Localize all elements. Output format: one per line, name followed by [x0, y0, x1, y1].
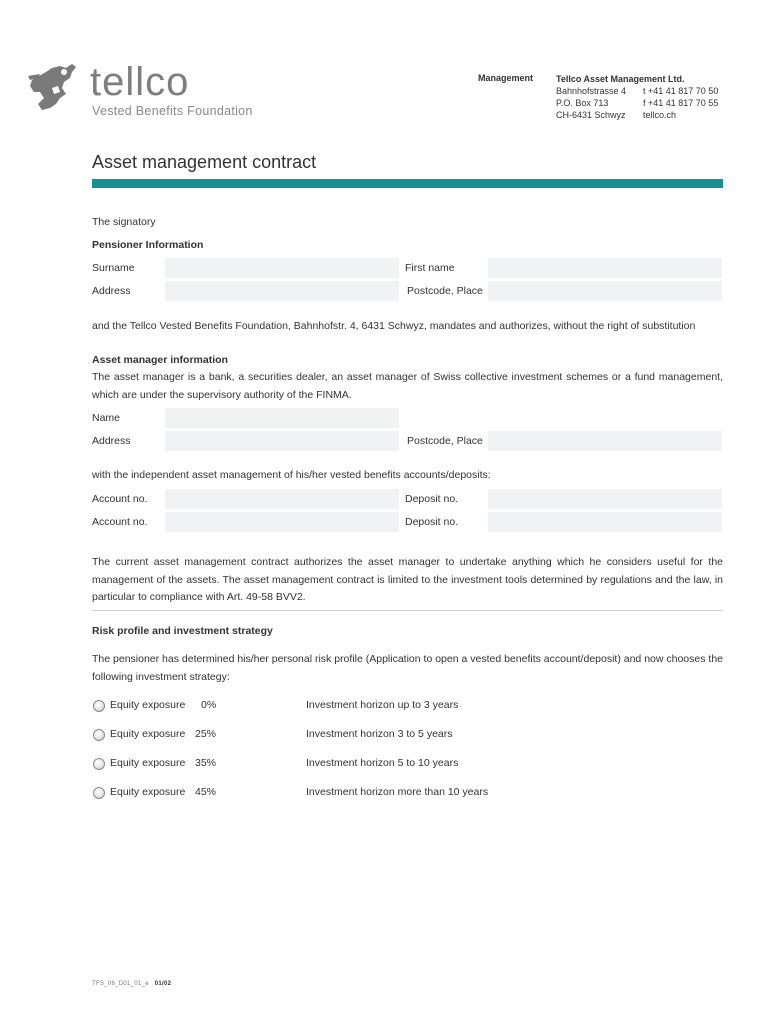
title-accent-bar — [92, 179, 723, 188]
equity-25-radio[interactable] — [93, 729, 105, 741]
risk-heading: Risk profile and investment strategy — [92, 625, 273, 637]
company-name: Tellco Asset Management Ltd. — [556, 74, 685, 84]
pensioner-heading: Pensioner Information — [92, 239, 204, 251]
pensioner-postcode-field[interactable] — [488, 281, 722, 301]
equity-option-label: Equity exposure — [110, 699, 186, 711]
equity-option-percent: 25% — [195, 728, 217, 740]
account-no-field[interactable] — [165, 489, 399, 509]
equity-option-percent: 45% — [195, 786, 217, 798]
manager-name-field[interactable] — [165, 408, 399, 428]
deposit-no-field[interactable] — [488, 489, 722, 509]
asset-manager-heading: Asset manager information — [92, 354, 228, 366]
manager-postcode-label: Postcode, Place — [407, 435, 483, 447]
equity-option-label: Equity exposure — [110, 786, 186, 798]
deposit-no-label: Deposit no. — [405, 493, 459, 505]
section-divider — [92, 610, 723, 611]
manager-name-label: Name — [92, 412, 121, 424]
account-no-field[interactable] — [165, 512, 399, 532]
first-name-label: First name — [405, 262, 455, 274]
surname-field[interactable] — [165, 258, 399, 278]
equity-45-radio[interactable] — [93, 787, 105, 799]
equity-option-horizon: Investment horizon 5 to 10 years — [306, 757, 459, 769]
pensioner-postcode-label: Postcode, Place — [407, 285, 483, 297]
account-no-label: Account no. — [92, 516, 148, 528]
page-footer — [92, 981, 171, 987]
form-code: TFS_06_D01_01_e — [92, 981, 149, 987]
manager-address-field[interactable] — [165, 431, 399, 451]
website-line: tellco.ch — [643, 110, 677, 120]
deposit-no-field[interactable] — [488, 512, 722, 532]
equity-option-percent: 35% — [195, 757, 217, 769]
signatory-label: The signatory — [92, 216, 156, 228]
deposit-no-label: Deposit no. — [405, 516, 459, 528]
equity-option-horizon: Investment horizon up to 3 years — [306, 699, 459, 711]
equity-option-label: Equity exposure — [110, 757, 186, 769]
account-no-label: Account no. — [92, 493, 148, 505]
accounts-intro: with the independent asset management of his/her vested benefits accounts/deposits: — [92, 469, 491, 481]
phone-line: t +41 41 817 70 50 — [643, 86, 719, 96]
tellco-logo-wordmark: tellco — [90, 60, 190, 104]
equity-35-radio[interactable] — [93, 758, 105, 770]
address-line: CH-6431 Schwyz — [556, 110, 626, 120]
equity-option-horizon: Investment horizon 3 to 5 years — [306, 728, 453, 740]
equity-option-label: Equity exposure — [110, 728, 186, 740]
address-line: Bahnhofstrasse 4 — [556, 86, 627, 96]
address-line: P.O. Box 713 — [556, 98, 609, 108]
manager-postcode-field[interactable] — [488, 431, 722, 451]
asset-manager-description: The asset manager is a bank, a securities dealer, an asset manager of Swiss collective investment schemes or a fund management, which are under the supervisory authority of the FINMA. — [92, 371, 723, 401]
logo-subtitle: Vested Benefits Foundation — [92, 104, 253, 118]
equity-0-radio[interactable] — [93, 700, 105, 712]
page-number: 01/02 — [154, 981, 172, 987]
contact-block — [643, 85, 718, 121]
contract-text: The current asset management contract authorizes the asset manager to undertake anything which he considers useful for the management of the assets. The asset management contract is limited to the investment tools determined by regulations and the law, in particular to compliance with Art. 49-58 BVV2. — [92, 556, 723, 603]
equity-option-percent: 0% — [201, 699, 217, 711]
pensioner-address-field[interactable] — [165, 281, 399, 301]
tellco-logo-figure — [26, 58, 84, 116]
equity-option-horizon: Investment horizon more than 10 years — [306, 786, 489, 798]
page-title: Asset management contract — [92, 152, 317, 172]
management-label: Management — [478, 73, 534, 83]
surname-label: Surname — [92, 262, 135, 274]
manager-address-label: Address — [92, 435, 131, 447]
fax-line: f +41 41 817 70 55 — [643, 98, 719, 108]
first-name-field[interactable] — [488, 258, 722, 278]
mandate-text: and the Tellco Vested Benefits Foundation, Bahnhofstr. 4, 6431 Schwyz, mandates and authorizes, without the right of substitution — [92, 320, 696, 332]
risk-intro: The pensioner has determined his/her personal risk profile (Application to open a vested benefits account/deposit) and now chooses the following investment strategy: — [92, 653, 723, 683]
pensioner-address-label: Address — [92, 285, 131, 297]
